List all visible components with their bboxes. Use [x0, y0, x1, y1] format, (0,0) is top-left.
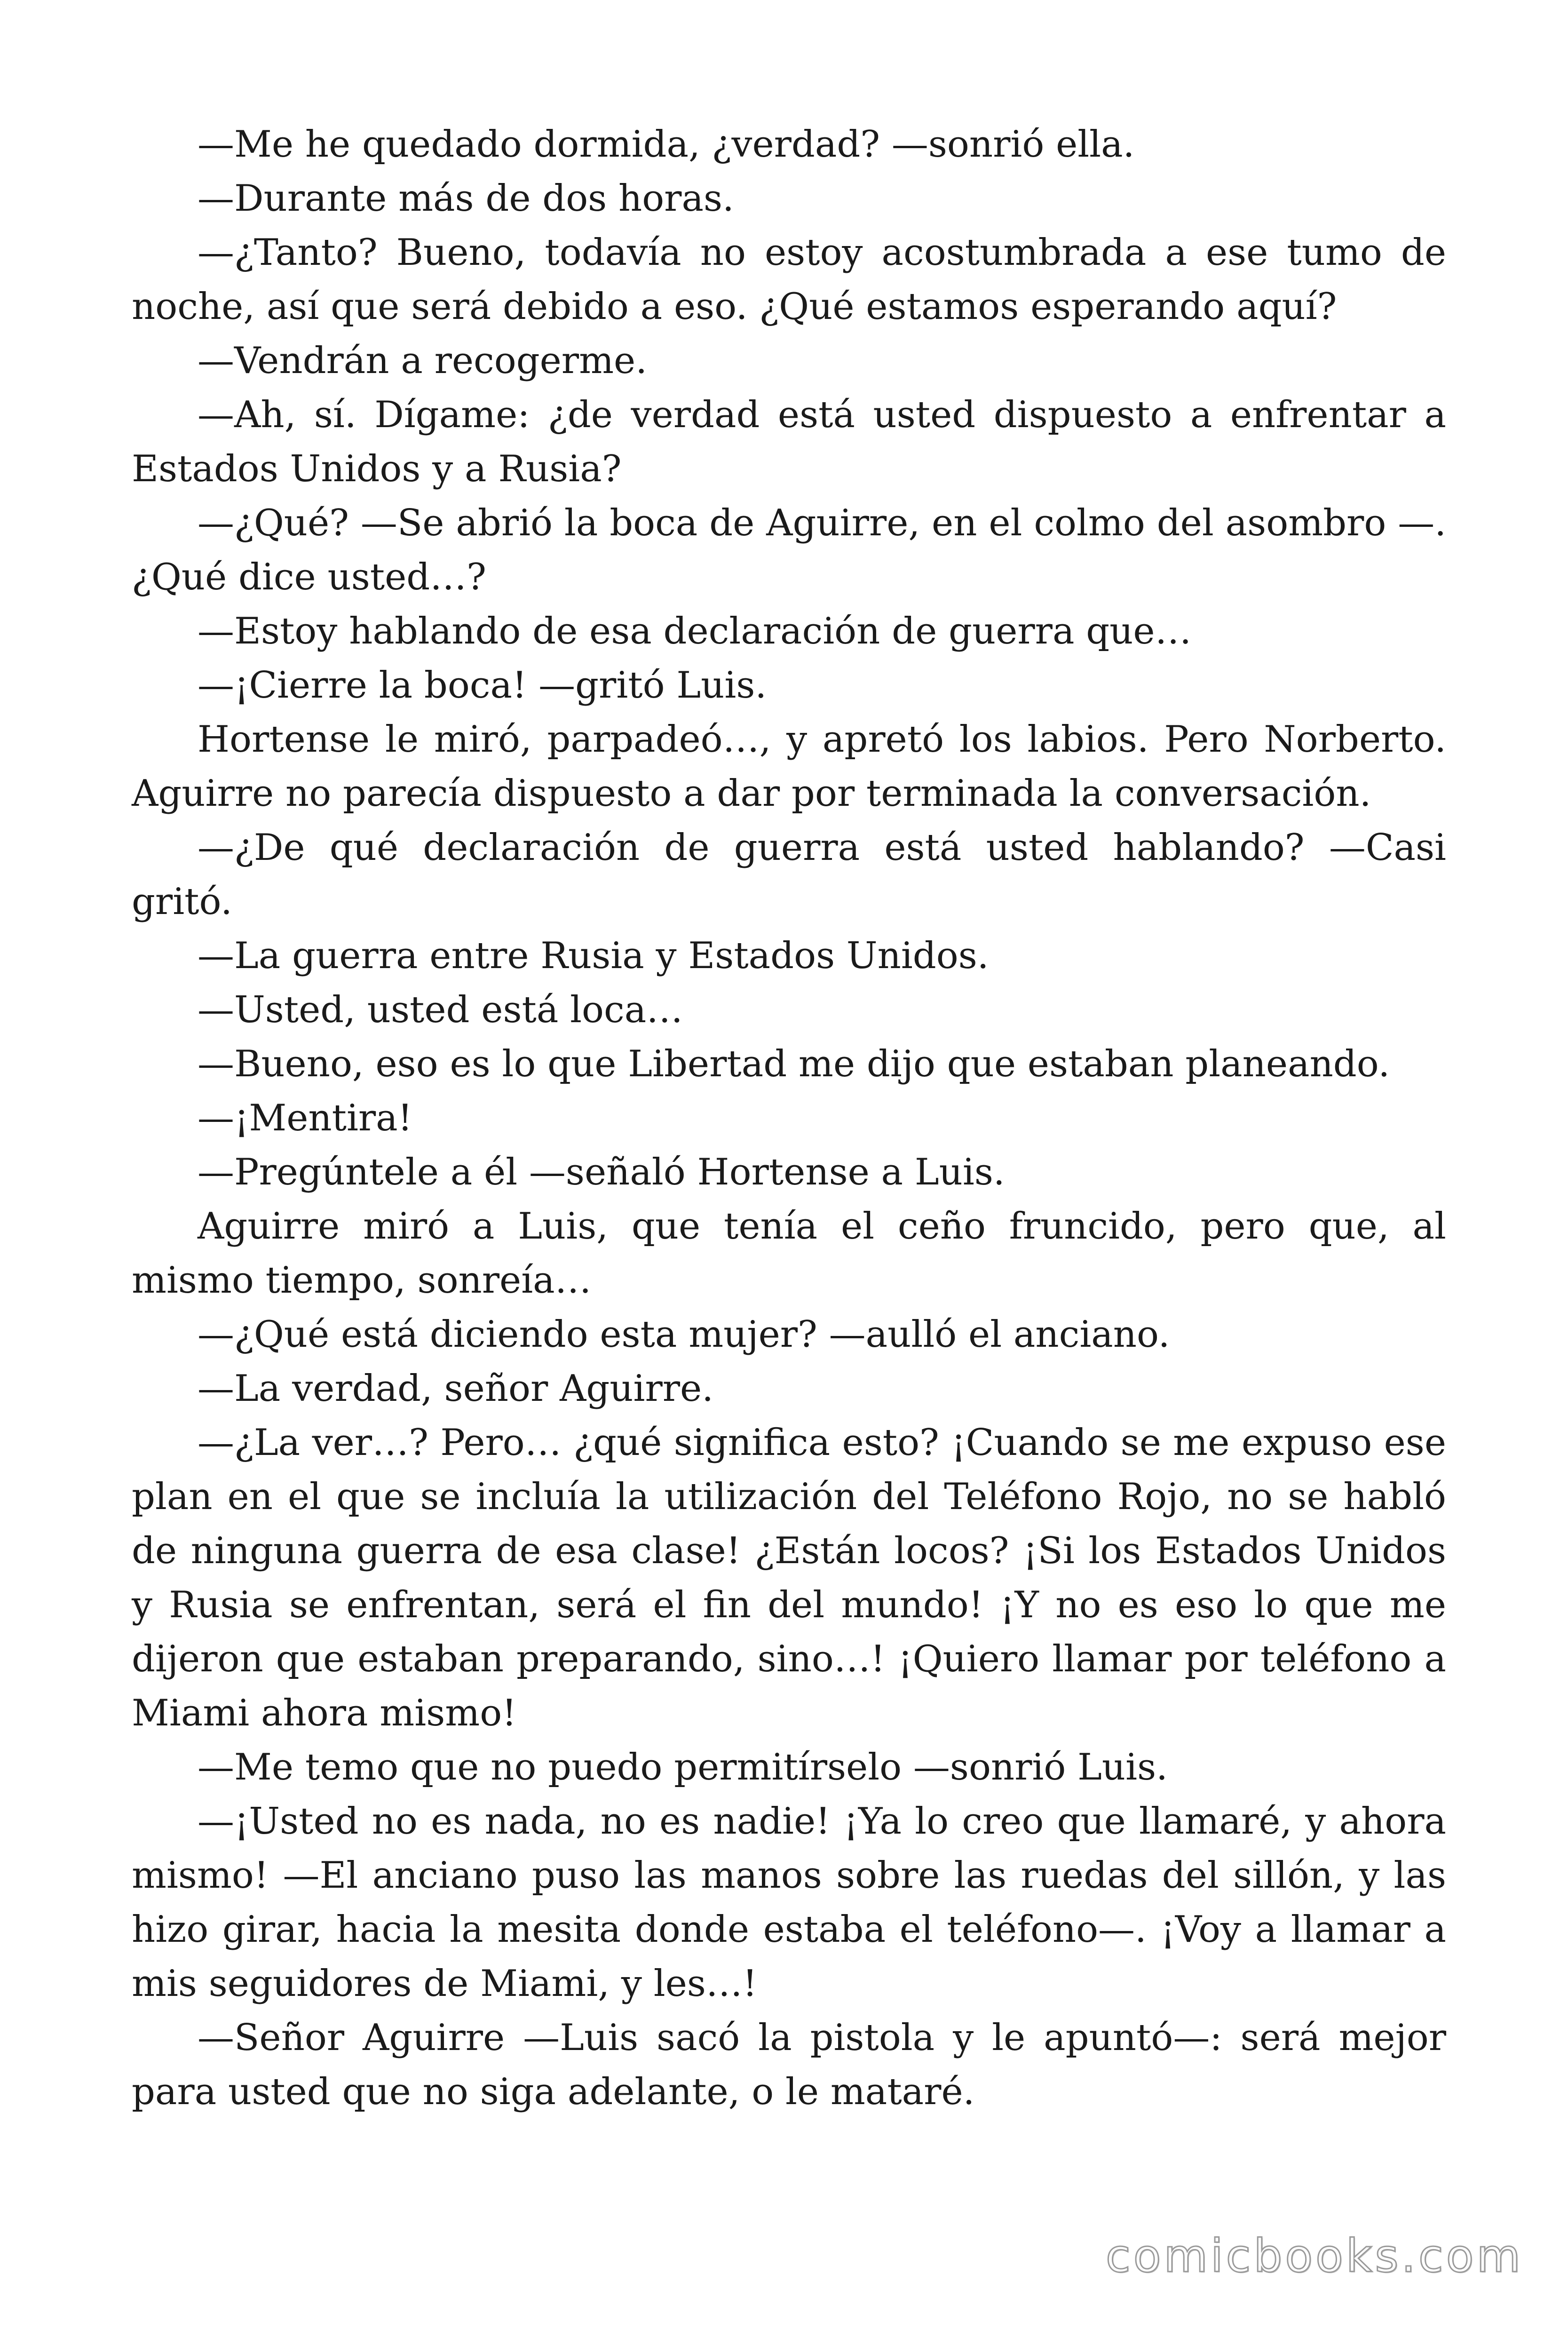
paragraph: —¡Usted no es nada, no es nadie! ¡Ya lo creo que llamaré, y ahora mismo! —El anciano puso las manos sobre las ruedas del sillón, y las hizo girar, hacia la mesita donde estaba el teléfono—. ¡Voy a llamar a mis seguidores de Miami, y les…!: [132, 1800, 1446, 2005]
page-text: [132, 118, 1446, 2119]
paragraph: —¡Mentira!: [198, 1097, 413, 1139]
paragraph: —Ah, sí. Dígame: ¿de verdad está usted dispuesto a enfrentar a Estados Unidos y a Rusia?: [132, 394, 1446, 490]
paragraph: —La guerra entre Rusia y Estados Unidos.: [198, 935, 989, 977]
paragraph: —Estoy hablando de esa declaración de guerra que…: [198, 610, 1192, 652]
paragraph: —Pregúntele a él —señaló Hortense a Luis.: [198, 1151, 1005, 1193]
paragraph: —La verdad, señor Aguirre.: [198, 1367, 713, 1410]
paragraph: —Señor Aguirre —Luis sacó la pistola y le apuntó—: será mejor para usted que no siga adelante, o le mataré.: [132, 2017, 1446, 2113]
paragraph: Aguirre miró a Luis, que tenía el ceño fruncido, pero que, al mismo tiempo, sonreía…: [132, 1205, 1446, 1302]
paragraph: —¿Qué está diciendo esta mujer? —aulló el anciano.: [198, 1313, 1170, 1356]
paragraph: —Vendrán a recogerme.: [198, 340, 647, 382]
paragraph: Hortense le miró, parpadeó…, y apretó los labios. Pero Norberto. Aguirre no parecía dispuesto a dar por terminada la conversación.: [132, 718, 1446, 815]
paragraph: —¿Tanto? Bueno, todavía no estoy acostumbrada a ese tumo de noche, así que será debido a eso. ¿Qué estamos esperando aquí?: [132, 231, 1446, 328]
paragraph: —Durante más de dos horas.: [198, 177, 734, 220]
paragraph: —¿Qué? —Se abrió la boca de Aguirre, en el colmo del asombro —. ¿Qué dice usted…?: [132, 502, 1446, 598]
paragraph: —¿La ver…? Pero… ¿qué significa esto? ¡Cuando se me expuso ese plan en el que se incluía la utilización del Teléfono Rojo, no se habló de ninguna guerra de esa clase! ¿Están locos? ¡Si los Estados Unidos y Rusia se enfrentan, será el fin del mundo! ¡Y no es eso lo que me dijeron que estaban preparando, sino…! ¡Quiero llamar por teléfono a Miami ahora mismo!: [132, 1422, 1446, 1734]
paragraph: —Me temo que no puedo permitírselo —sonrió Luis.: [198, 1746, 1168, 1788]
paragraph: —Usted, usted está loca…: [198, 989, 683, 1031]
watermark: comicbooks.com: [1105, 2230, 1523, 2282]
paragraph: —¿De qué declaración de guerra está usted hablando? —Casi gritó.: [132, 826, 1446, 923]
paragraph: —Me he quedado dormida, ¿verdad? —sonrió ella.: [198, 123, 1135, 166]
paragraph: —¡Cierre la boca! —gritó Luis.: [198, 664, 767, 707]
paragraph: —Bueno, eso es lo que Libertad me dijo que estaban planeando.: [198, 1043, 1390, 1085]
